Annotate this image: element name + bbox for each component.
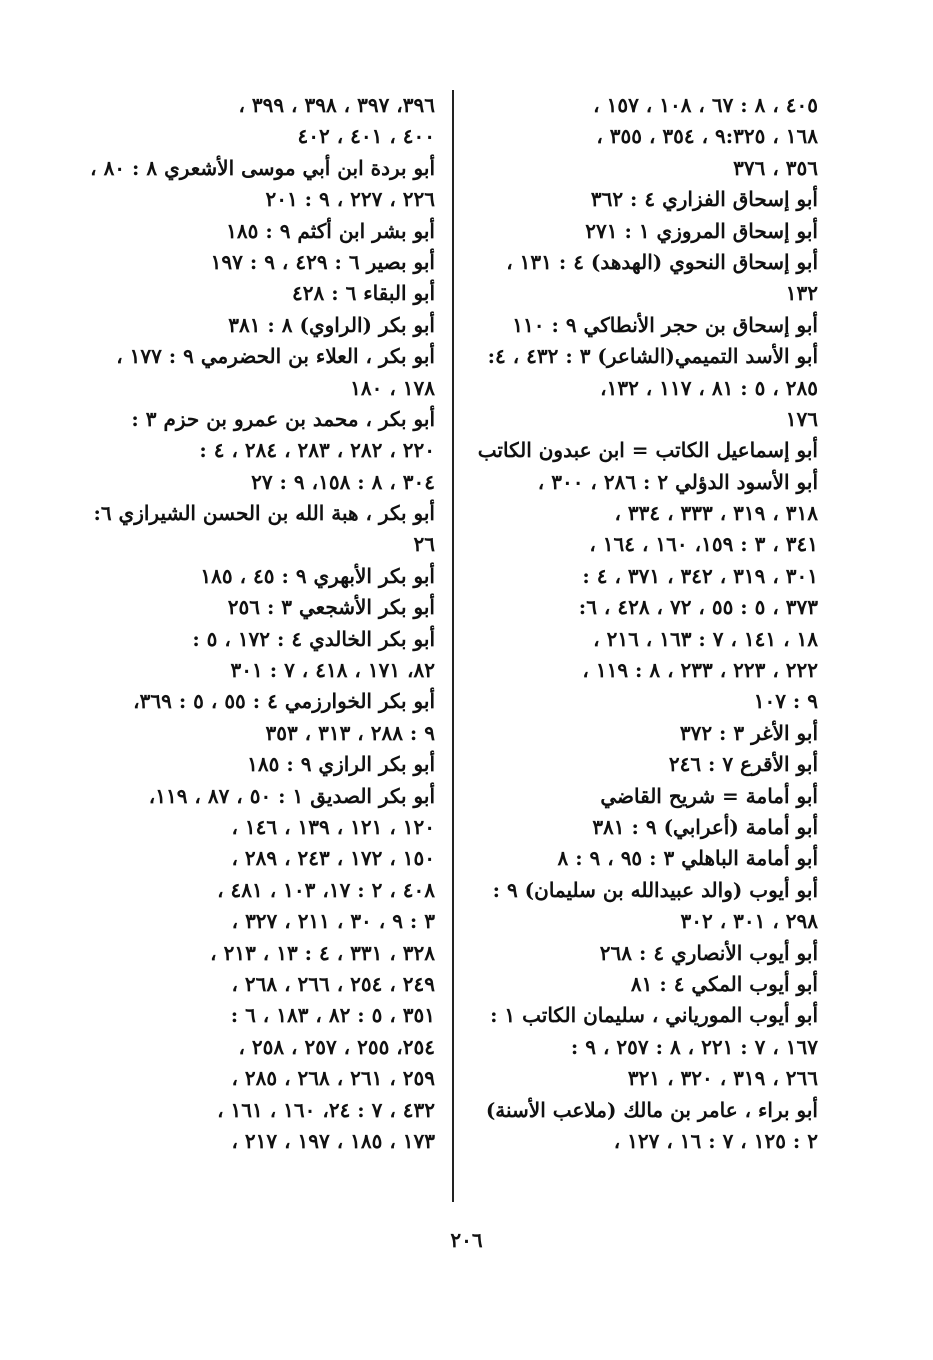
index-line: أبو بكر ، محمد بن عمرو بن حزم ٣ : xyxy=(131,406,435,431)
index-line: أبو البقاء ٦ : ٤٢٨ xyxy=(292,281,435,306)
index-line: أبو أيوب الأنصاري ٤ : ٢٦٨ xyxy=(599,940,818,965)
index-line: ٣٥١ ، ٥ : ٨٢ ، ١٨٣ ، ٦ : xyxy=(230,1003,435,1028)
index-line: أبو بكر ، العلاء بن الحضرمي ٩ : ١٧٧ ، xyxy=(116,344,435,369)
index-line: ١٧٨ ، ١٨٠ xyxy=(350,375,435,400)
index-line: ٣٤١ ، ٣ : ١٥٩، ١٦٠ ، ١٦٤ ، xyxy=(589,532,818,557)
index-line: ٤٠٨ ، ٢ : ١٧، ١٠٣ ، ٤٨١ ، xyxy=(217,877,435,902)
index-line: ١٧٣ ، ١٨٥ ، ١٩٧ ، ٢١٧ ، xyxy=(231,1128,435,1153)
index-line: ٤٣٢ ، ٧ : ٢٤، ١٦٠ ، ١٦١ ، xyxy=(217,1097,435,1122)
index-line: ٢٦٦ ، ٣١٩ ، ٣٢٠ ، ٣٢١ xyxy=(627,1066,818,1091)
index-line: أبو الأقرع ٧ : ٢٤٦ xyxy=(668,752,818,777)
index-line: ٤٠٥ ، ٨ : ٦٧ ، ١٠٨ ، ١٥٧ ، xyxy=(593,93,818,117)
index-line: ٣٩٦، ٣٩٧ ، ٣٩٨ ، ٣٩٩ ، xyxy=(238,93,435,117)
index-line: ٩ : ١٠٧ xyxy=(753,689,818,714)
index-line: أبو الأسود الدؤلي ٢ : ٢٨٦ ، ٣٠٠ ، xyxy=(537,469,818,494)
index-line: أبو بكر الرازي ٩ : ١٨٥ xyxy=(247,752,435,777)
index-line: ٢٥٤، ٢٥٥ ، ٢٥٧ ، ٢٥٨ ، xyxy=(238,1034,435,1059)
index-line: ٢٢٠ ، ٢٨٢ ، ٢٨٣ ، ٢٨٤ ، ٤ : xyxy=(199,438,435,463)
index-line: أبو بكر الخوارزمي ٤ : ٥٥ ، ٥ : ٣٦٩، xyxy=(133,689,435,714)
index-line: أبو إسحاق الفزاري ٤ : ٣٦٢ xyxy=(590,187,818,212)
index-line: أبو أمامة = شريح القاضي xyxy=(600,783,818,808)
column-divider xyxy=(452,90,454,1202)
index-line: أبو بكر الصديق ١ : ٥٠ ، ٨٧ ، ١١٩، xyxy=(148,783,435,808)
index-line: أبو بكر الأشجعي ٣ : ٢٥٦ xyxy=(227,595,435,620)
index-line: ٣١٨ ، ٣١٩ ، ٣٣٣ ، ٣٣٤ ، xyxy=(614,501,818,526)
index-line: أبو بكر (الراوي) ٨ : ٣٨١ xyxy=(228,312,435,337)
index-line: ١٦٨ ، ٩:٣٢٥ ، ٣٥٤ ، ٣٥٥ ، xyxy=(596,124,818,149)
index-line: أبو إسماعيل الكاتب = ابن عبدون الكاتب xyxy=(477,438,818,463)
index-line: أبو بكر الخالدي ٤ : ١٧٢ ، ٥ : xyxy=(192,626,435,651)
index-line: ٢٩٨ ، ٣٠١ ، ٣٠٢ xyxy=(680,909,818,934)
index-line: ٣٢٨ ، ٣٣١ ، ٤ : ١٣ ، ٢١٣ ، xyxy=(210,940,435,965)
page-number: ٢٠٦ xyxy=(450,1228,483,1252)
index-line: أبو براء ، عامر بن مالك (ملاعب الأسنة) xyxy=(485,1097,818,1122)
index-line: أبو بردة ابن أبي موسى الأشعري ٨ : ٨٠ ، xyxy=(90,155,435,180)
index-column-right xyxy=(468,90,818,1157)
index-line: أبو أيوب المكي ٤ : ٨١ xyxy=(630,971,818,996)
index-line: أبو بشر ابن أكثم ٩ : ١٨٥ xyxy=(226,218,435,243)
index-line: أبو أيوب (والد عبيدالله بن سليمان) ٩ : xyxy=(492,877,818,902)
index-line: ٤٠٠ ، ٤٠١ ، ٤٠٢ xyxy=(297,124,435,149)
index-line: ٣٠٤ ، ٨ : ١٥٨، ٩ : ٢٧ xyxy=(251,469,435,494)
index-line: ١٦٧ ، ٧ : ٢٢١ ، ٨ : ٢٥٧ ، ٩ : xyxy=(570,1034,818,1059)
index-line: أبو الأغر ٣ : ٣٧٢ xyxy=(679,720,818,745)
index-line: ٢٤٩ ، ٢٥٤ ، ٢٦٦ ، ٢٦٨ ، xyxy=(231,971,435,996)
index-line: ٣٧٣ ، ٥ : ٥٥ ، ٧٢ ، ٤٢٨ ، ٦: xyxy=(578,595,818,620)
index-line: ٨٢، ١٧١ ، ٤١٨ ، ٧ : ٣٠١ xyxy=(230,658,435,683)
index-line: أبو أيوب المورياني ، سليمان الكاتب ١ : xyxy=(490,1003,818,1028)
index-line: ٢٢٢ ، ٢٢٣ ، ٢٣٣ ، ٨ : ١١٩ ، xyxy=(582,658,818,683)
index-line: ١٥٠ ، ١٧٢ ، ٢٤٣ ، ٢٨٩ ، xyxy=(231,846,435,871)
index-column-left xyxy=(90,90,435,1157)
index-line: ٩ : ٢٨٨ ، ٣١٣ ، ٣٥٣ xyxy=(265,720,435,745)
index-line: ٣ : ٩ ، ٣٠ ، ٢١١ ، ٣٢٧ ، xyxy=(231,909,435,934)
index-line: أبو بصير ٦ : ٤٢٩ ، ٩ : ١٩٧ xyxy=(210,249,435,274)
index-line: أبو إسحاق المروزي ١ : ٢٧١ xyxy=(585,218,818,243)
index-line: أبو الأسد التميمي(الشاعر) ٣ : ٤٣٢ ، ٤: xyxy=(487,344,818,369)
index-line: ٢٥٩ ، ٢٦١ ، ٢٦٨ ، ٢٨٥ ، xyxy=(231,1066,435,1091)
index-line: ٢٦ xyxy=(413,532,435,557)
index-line: أبو أمامة الباهلي ٣ : ٩٥ ، ٩ : ٨ xyxy=(557,846,818,871)
index-line: أبو إسحاق بن حجر الأنطاكي ٩ : ١١٠ xyxy=(512,312,818,337)
index-line: ٢٨٥ ، ٥ : ٨١ ، ١١٧ ، ١٣٢، xyxy=(600,375,818,400)
index-line: أبو بكر الأبهري ٩ : ٤٥ ، ١٨٥ xyxy=(200,563,435,588)
index-line: أبو أمامة (أعرابي) ٩ : ٣٨١ xyxy=(592,814,818,839)
index-line: أبو إسحاق النحوي (الهدهد) ٤ : ١٣١ ، xyxy=(506,249,818,274)
index-line: أبو بكر ، هبة الله بن الحسن الشيرازي ٦: xyxy=(93,501,435,526)
index-line: ١٧٦ xyxy=(785,406,818,431)
index-line: ١٢٠ ، ١٢١ ، ١٣٩ ، ١٤٦ ، xyxy=(231,814,435,839)
index-line: ٢ : ١٢٥ ، ٧ : ١٦ ، ١٢٧ ، xyxy=(613,1128,818,1153)
index-line: ١٣٢ xyxy=(785,281,818,306)
index-line: ٣٠١ ، ٣١٩ ، ٣٤٢ ، ٣٧١ ، ٤ : xyxy=(582,563,818,588)
index-line: ٢٢٦ ، ٢٢٧ ، ٩ : ٢٠١ xyxy=(265,187,435,212)
index-line: ٣٥٦ ، ٣٧٦ xyxy=(733,155,818,180)
index-line: ١٨ ، ١٤١ ، ٧ : ١٦٣ ، ٢١٦ ، xyxy=(593,626,818,651)
